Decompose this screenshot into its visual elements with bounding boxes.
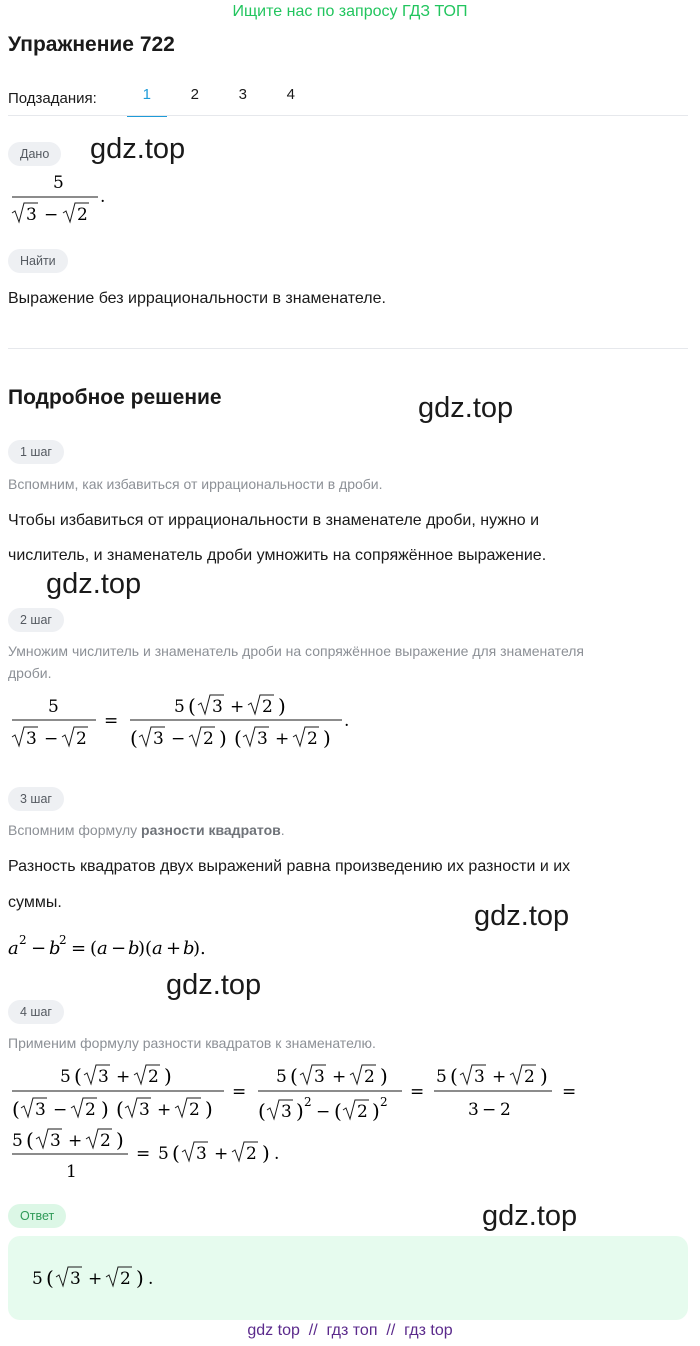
svg-text:−: − (482, 1100, 497, 1120)
svg-text:3: 3 (314, 1067, 325, 1087)
search-promo-banner[interactable]: Ищите нас по запросу ГДЗ ТОП (232, 3, 468, 20)
svg-text:−: − (111, 938, 127, 959)
svg-text:a: a (152, 938, 163, 959)
svg-text:): ) (296, 1099, 304, 1123)
svg-text:=: = (104, 711, 119, 731)
svg-text:3: 3 (98, 1067, 109, 1087)
svg-text:+: + (116, 1067, 131, 1087)
svg-text:): ) (540, 1064, 548, 1088)
svg-text:2: 2 (246, 1144, 257, 1164)
svg-text:−: − (53, 1100, 68, 1120)
tab-subtask-3[interactable]: 3 (238, 86, 247, 103)
svg-text:(: ( (12, 1097, 20, 1121)
svg-text:2: 2 (19, 933, 27, 947)
svg-text:(: ( (130, 726, 138, 750)
step-3-badge: 3 шаг (8, 787, 64, 811)
svg-text:2: 2 (304, 1095, 312, 1109)
svg-text:): ) (136, 1266, 144, 1290)
svg-text:3: 3 (26, 729, 37, 749)
step-4-badge: 4 шаг (8, 1000, 64, 1024)
svg-text:b: b (49, 938, 61, 959)
svg-text:−: − (31, 938, 47, 959)
watermark: gdz.top (46, 568, 142, 600)
watermark: gdz.top (474, 900, 570, 932)
svg-text:1: 1 (66, 1162, 77, 1182)
step-2-badge: 2 шаг (8, 608, 64, 632)
svg-text:): ) (262, 1141, 270, 1165)
svg-text:b: b (128, 938, 140, 959)
svg-text:(: ( (172, 1141, 180, 1165)
svg-text:+: + (332, 1067, 347, 1087)
tab-subtask-1[interactable]: 1 (123, 86, 171, 111)
svg-text:3: 3 (26, 205, 37, 225)
svg-text:2: 2 (524, 1067, 535, 1087)
svg-text:(: ( (334, 1099, 342, 1123)
svg-text:): ) (101, 1097, 109, 1121)
svg-text:): ) (116, 1128, 124, 1152)
step-3-hint-prefix: Вспомним формулу (8, 822, 142, 838)
svg-text:): ) (205, 1097, 213, 1121)
svg-text:−: − (316, 1102, 331, 1122)
svg-text:): ) (380, 1064, 388, 1088)
svg-text:): ) (372, 1099, 380, 1123)
svg-text:3: 3 (153, 729, 164, 749)
svg-text:.: . (274, 1144, 280, 1164)
svg-text:): ) (219, 726, 227, 750)
svg-text:+: + (157, 1100, 172, 1120)
svg-text:5: 5 (276, 1067, 287, 1087)
svg-text:5: 5 (158, 1144, 169, 1164)
answer-badge: Ответ (8, 1204, 66, 1228)
svg-text:(: ( (90, 938, 98, 959)
svg-text:+: + (275, 729, 290, 749)
step-3-hint (8, 822, 285, 838)
svg-text:.: . (344, 711, 350, 731)
step-1-text-line-2: числитель, и знаменатель дроби умножить на сопряжённое выражение. (8, 547, 547, 564)
svg-text:(: ( (290, 1064, 298, 1088)
svg-text:5: 5 (48, 697, 59, 717)
svg-text:a: a (97, 938, 108, 959)
svg-text:5: 5 (53, 173, 64, 193)
svg-text:2: 2 (500, 1100, 511, 1120)
svg-text:2: 2 (307, 729, 318, 749)
svg-text:=: = (136, 1144, 151, 1164)
watermark: gdz.top (90, 133, 186, 165)
svg-text:a: a (8, 938, 19, 959)
svg-text:5: 5 (60, 1067, 71, 1087)
svg-text:2: 2 (76, 729, 87, 749)
svg-text:.: . (100, 187, 106, 207)
step-2-formula (8, 690, 368, 756)
svg-text:5: 5 (12, 1131, 23, 1151)
footer-links[interactable]: gdz top // гдз топ // гдз top (247, 1322, 453, 1339)
svg-text:+: + (492, 1067, 507, 1087)
subtasks-label: Подзадания: (8, 90, 97, 107)
svg-text:3: 3 (281, 1102, 292, 1122)
svg-text:3: 3 (196, 1144, 207, 1164)
find-text: Выражение без иррациональности в знаменателе. (8, 290, 386, 307)
svg-text:)(: )( (138, 938, 153, 959)
svg-text:): ) (164, 1064, 172, 1088)
svg-text:2: 2 (148, 1067, 159, 1087)
svg-text:(: ( (26, 1128, 34, 1152)
divider (8, 348, 688, 349)
svg-text:).: ). (193, 938, 206, 959)
svg-text:−: − (44, 205, 59, 225)
svg-text:2: 2 (262, 697, 273, 717)
svg-text:): ) (278, 694, 286, 718)
svg-text:(: ( (188, 694, 196, 718)
step-4-formula (8, 1058, 598, 1186)
svg-text:3: 3 (474, 1067, 485, 1087)
svg-text:+: + (230, 697, 245, 717)
svg-text:+: + (166, 938, 182, 959)
step-3-hint-bold: разности квадратов (141, 822, 281, 838)
step-3-text-line-1: Разность квадратов двух выражений равна произведению их разности и их (8, 858, 571, 875)
svg-text:3: 3 (212, 697, 223, 717)
answer-formula (30, 1258, 190, 1298)
svg-text:(: ( (258, 1099, 266, 1123)
find-badge: Найти (8, 249, 68, 273)
svg-text:b: b (183, 938, 195, 959)
svg-text:=: = (410, 1082, 425, 1102)
watermark: gdz.top (482, 1200, 578, 1232)
step-2-hint-line-2: дроби. (8, 665, 52, 681)
svg-text:=: = (232, 1082, 247, 1102)
svg-text:=: = (71, 938, 87, 959)
tab-subtask-4[interactable]: 4 (286, 86, 295, 103)
given-badge: Дано (8, 142, 61, 166)
given-fraction-formula (8, 168, 118, 230)
divider (8, 115, 688, 116)
svg-text:): ) (323, 726, 331, 750)
svg-text:3: 3 (35, 1100, 46, 1120)
svg-text:−: − (171, 729, 186, 749)
svg-text:2: 2 (203, 729, 214, 749)
svg-text:+: + (68, 1131, 83, 1151)
svg-text:2: 2 (380, 1095, 388, 1109)
svg-text:(: ( (450, 1064, 458, 1088)
step-3-text-line-2: суммы. (8, 894, 62, 911)
svg-text:2: 2 (85, 1100, 96, 1120)
svg-text:5: 5 (32, 1269, 43, 1289)
svg-text:2: 2 (364, 1067, 375, 1087)
watermark: gdz.top (166, 969, 262, 1001)
difference-of-squares-formula (8, 930, 248, 964)
svg-text:(: ( (74, 1064, 82, 1088)
svg-text:−: − (44, 729, 59, 749)
svg-text:3: 3 (70, 1269, 81, 1289)
step-2-hint-line-1: Умножим числитель и знаменатель дроби на сопряжённое выражение для знаменателя (8, 643, 585, 659)
svg-text:.: . (148, 1269, 154, 1289)
answer-box (8, 1236, 688, 1320)
svg-text:3: 3 (257, 729, 268, 749)
svg-text:2: 2 (120, 1269, 131, 1289)
step-3-hint-suffix: . (280, 822, 285, 838)
svg-text:3: 3 (139, 1100, 150, 1120)
svg-text:2: 2 (357, 1102, 368, 1122)
svg-text:5: 5 (436, 1067, 447, 1087)
svg-text:(: ( (46, 1266, 54, 1290)
svg-text:3: 3 (468, 1100, 479, 1120)
step-1-hint: Вспомним, как избавиться от иррациональности в дроби. (8, 476, 383, 492)
svg-text:2: 2 (59, 933, 67, 947)
svg-text:2: 2 (189, 1100, 200, 1120)
svg-text:+: + (88, 1269, 103, 1289)
watermark: gdz.top (418, 392, 514, 424)
svg-text:5: 5 (174, 697, 185, 717)
svg-text:2: 2 (77, 205, 88, 225)
step-1-text-line-1: Чтобы избавиться от иррациональности в знаменателе дроби, нужно и (8, 512, 540, 529)
svg-text:2: 2 (100, 1131, 111, 1151)
page-title: Упражнение 722 (8, 33, 175, 56)
solution-heading: Подробное решение (8, 386, 222, 409)
svg-text:3: 3 (50, 1131, 61, 1151)
step-1-badge: 1 шаг (8, 440, 64, 464)
svg-text:+: + (214, 1144, 229, 1164)
tab-subtask-2[interactable]: 2 (190, 86, 199, 103)
svg-text:(: ( (116, 1097, 124, 1121)
svg-text:(: ( (234, 726, 242, 750)
svg-text:=: = (562, 1082, 577, 1102)
step-4-hint: Применим формулу разности квадратов к знаменателю. (8, 1035, 376, 1051)
subtask-tabs (8, 86, 315, 111)
